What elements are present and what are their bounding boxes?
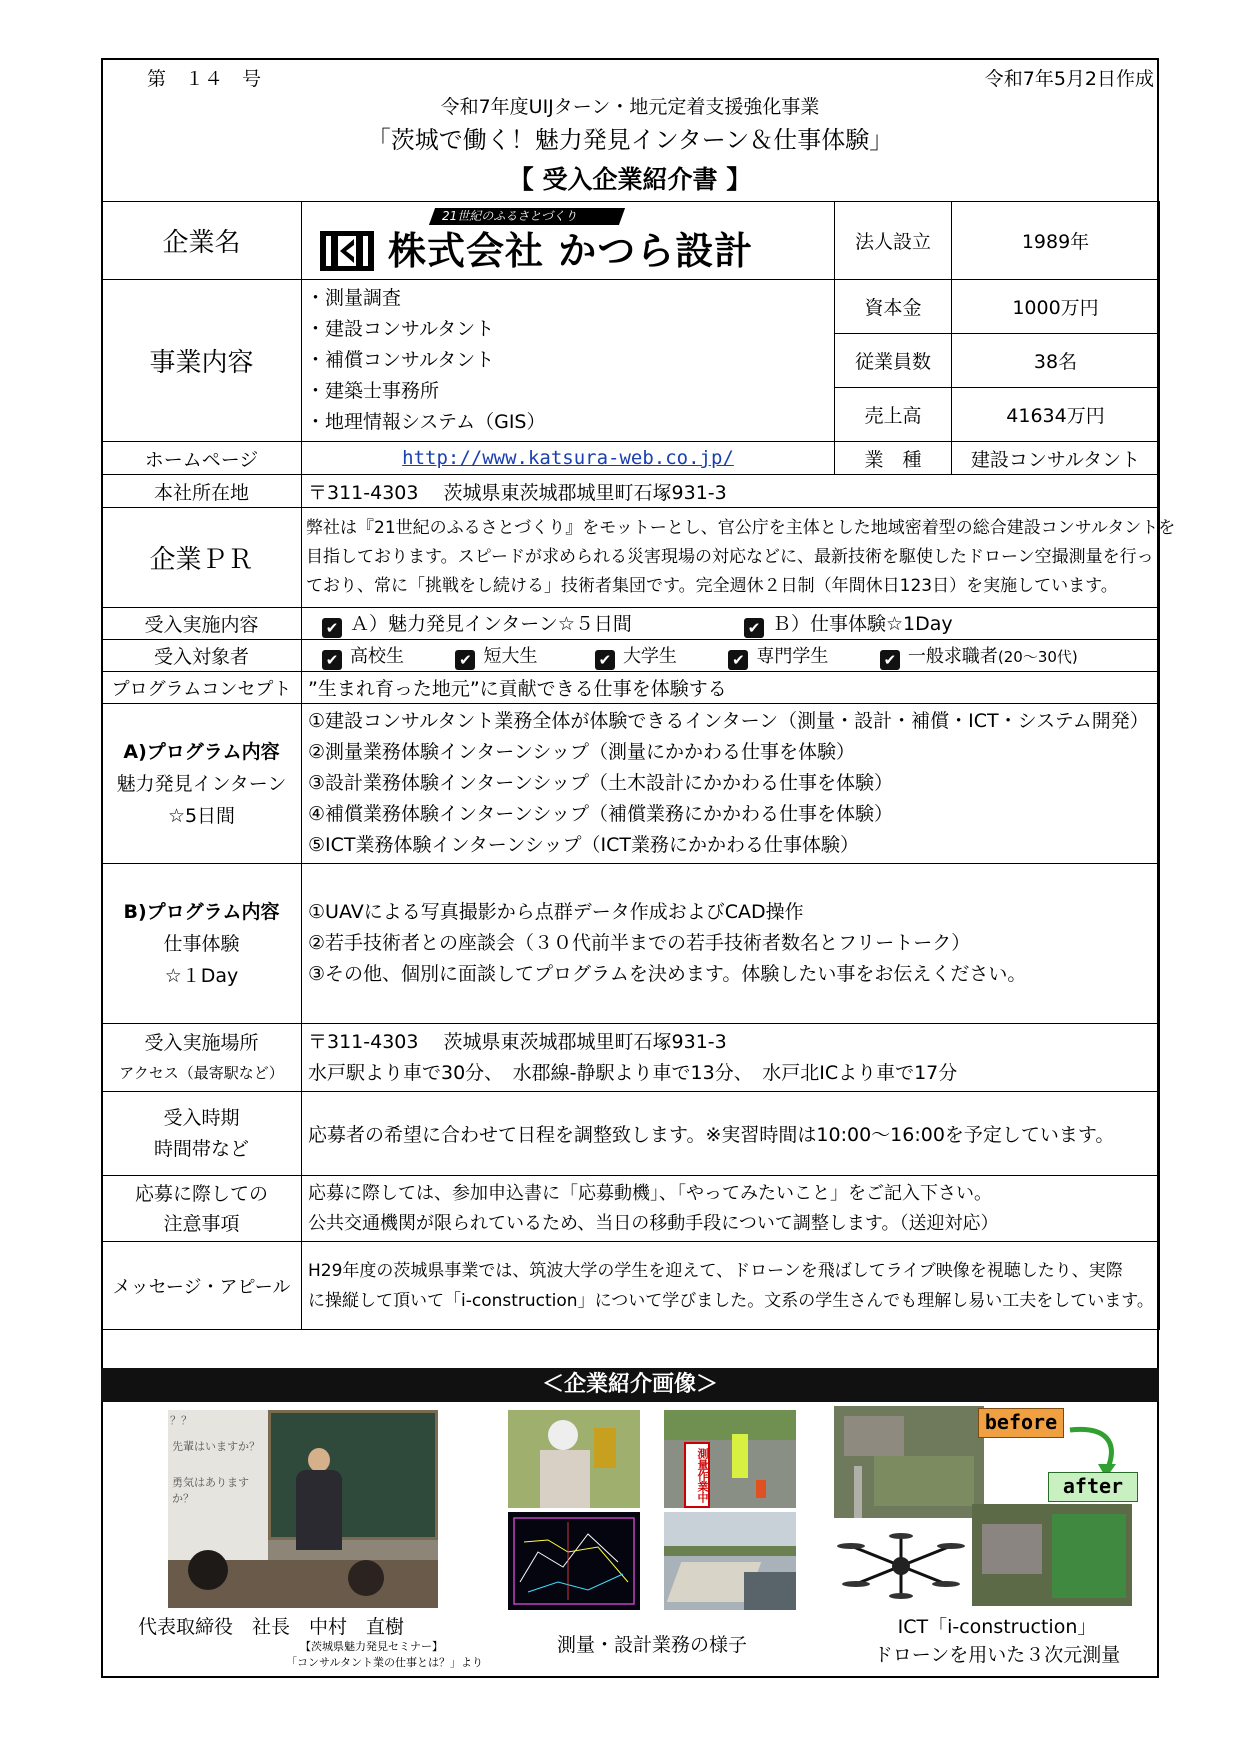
checkbox-checked-icon: ✔ bbox=[595, 650, 615, 670]
business-item: ・地理情報システム（GIS） bbox=[306, 411, 546, 433]
checkbox-checked-icon: ✔ bbox=[455, 650, 475, 670]
notes-label bbox=[102, 1176, 302, 1242]
checkbox-checked-icon: ✔ bbox=[322, 618, 342, 638]
program-a-item: ①建設コンサルタント業務全体が体験できるインターン（測量・設計・補償・ICT・システム開発） bbox=[308, 710, 1149, 732]
notes-label-line: 注意事項 bbox=[163, 1212, 240, 1235]
company-logo bbox=[302, 202, 835, 280]
concept-value: ”生まれ育った地元”に貢献できる仕事を体験する bbox=[302, 672, 1160, 704]
program-a-item: ③設計業務体験インターンシップ（土木設計にかかわる仕事を体験） bbox=[308, 772, 894, 794]
blackboard bbox=[268, 1410, 438, 1540]
target-options bbox=[302, 640, 1160, 672]
program-a-subtitle: 魅力発見インターン bbox=[116, 772, 287, 795]
place-values bbox=[302, 1024, 1160, 1092]
place-value: 〒311-4303 茨城県東茨城郡城里町石塚931-3 bbox=[308, 1030, 727, 1053]
document-title: 「茨城で働く！魅力発見インターン＆仕事体験」 bbox=[366, 126, 894, 154]
model-building bbox=[982, 1524, 1042, 1574]
time-label bbox=[102, 1092, 302, 1176]
notes-label-line: 応募に際しての bbox=[134, 1182, 268, 1205]
sports-field bbox=[1052, 1514, 1126, 1598]
message-label: メッセージ・アピール bbox=[102, 1242, 302, 1330]
time-value: 応募者の希望に合わせて日程を調整致します。※実習時間は10:00～16:00を予定しています。 bbox=[302, 1092, 1160, 1176]
program-b-subtitle: 仕事体験 bbox=[163, 932, 240, 955]
pr-text bbox=[302, 508, 1176, 608]
program-b-label bbox=[102, 864, 302, 1024]
place-label bbox=[102, 1024, 302, 1092]
aerial-building bbox=[844, 1416, 904, 1456]
program-b-item: ③その他、個別に面談してプログラムを決めます。体験したい事をお伝えください。 bbox=[308, 963, 1027, 985]
water bbox=[744, 1572, 796, 1610]
treeline bbox=[664, 1546, 796, 1556]
business-item: ・測量調査 bbox=[306, 287, 402, 309]
address-value: 〒311-4303 茨城県東茨城郡城里町石塚931-3 bbox=[302, 475, 1160, 508]
business-item: ・建築士事務所 bbox=[306, 380, 440, 402]
photo1-caption: 代表取締役 社長 中村 直樹 bbox=[138, 1616, 405, 1638]
created-date: 令和7年5月2日作成 bbox=[984, 68, 1154, 90]
audience-head bbox=[188, 1550, 228, 1590]
program-b-duration: ☆１Day bbox=[164, 964, 239, 987]
issue-number: 第 １４ 号 bbox=[147, 68, 262, 90]
target-option[interactable]: ✔ 一般求職者(20～30代) bbox=[880, 646, 1078, 667]
checkbox-checked-icon: ✔ bbox=[880, 650, 900, 670]
target-label: 受入対象者 bbox=[102, 640, 302, 672]
helmet bbox=[548, 1420, 578, 1450]
employees-value: 38名 bbox=[952, 334, 1160, 388]
business-list bbox=[302, 280, 835, 442]
program-a-item: ②測量業務体験インターンシップ（測量にかかわる仕事を体験） bbox=[308, 741, 856, 763]
curved-arrow-icon bbox=[1066, 1420, 1126, 1480]
program-a-item: ④補償業務体験インターンシップ（補償業務にかかわる仕事を体験） bbox=[308, 803, 894, 825]
content-label: 受入実施内容 bbox=[102, 608, 302, 640]
target-option[interactable]: ✔ 短大生 bbox=[455, 646, 537, 667]
road-work-photo bbox=[664, 1410, 796, 1508]
program-a-duration: ☆5日間 bbox=[167, 804, 236, 827]
capital-label: 資本金 bbox=[835, 280, 952, 334]
program-b-item: ①UAVによる写真撮影から点群データ作成およびCAD操作 bbox=[308, 901, 804, 923]
target-option[interactable]: ✔ 大学生 bbox=[595, 646, 677, 667]
notes-line: 公共交通機関が限られているため、当日の移動手段について調整します。（送迎対応） bbox=[308, 1212, 999, 1234]
program-a-label bbox=[102, 704, 302, 864]
content-option-a[interactable]: ✔ Ａ）魅力発見インターン☆５日間 bbox=[322, 613, 632, 635]
company-info-table bbox=[101, 201, 1176, 1330]
content-option-b[interactable]: ✔ Ｂ）仕事体験☆1Day bbox=[744, 613, 953, 635]
photo1-note1: 【茨城県魅力発見セミナー】 bbox=[300, 1640, 443, 1653]
speaker-head bbox=[308, 1448, 330, 1472]
traffic-cone bbox=[756, 1480, 766, 1498]
photo1-note2: 「コンサルタント業の仕事とは？」より bbox=[286, 1656, 484, 1669]
message-line: H29年度の茨城県事業では、筑波大学の学生を迎えて、ドローンを飛ばしてライブ映像を視聴したり、実際 bbox=[308, 1260, 1123, 1281]
message-line: に操縦して頂いて「i-construction」について学びました。文系の学生さんでも理解し易い工夫をしています。 bbox=[308, 1290, 1154, 1311]
program-b-title: B)プログラム内容 bbox=[123, 900, 280, 923]
photo3-caption-line1: ICT「i-construction」 bbox=[897, 1616, 1097, 1638]
content-options bbox=[302, 608, 1160, 640]
program-b-item: ②若手技術者との座談会（３０代前半までの若手技術者数名とフリートーク） bbox=[308, 932, 971, 954]
images-section-title: ＜企業紹介画像＞ bbox=[101, 1368, 1159, 1402]
surveyor-body bbox=[540, 1450, 590, 1508]
checkbox-checked-icon: ✔ bbox=[322, 650, 342, 670]
notes-text bbox=[302, 1176, 1160, 1242]
sales-label: 売上高 bbox=[835, 388, 952, 442]
address-label: 本社所在地 bbox=[102, 475, 302, 508]
before-badge: before bbox=[978, 1408, 1064, 1438]
target-option[interactable]: ✔ 高校生 bbox=[322, 646, 404, 667]
checkbox-checked-icon: ✔ bbox=[728, 650, 748, 670]
speaker-body bbox=[296, 1470, 342, 1550]
pr-line: 弊社は『21世紀のふるさとづくり』をモットーとし、官公庁を主体とした地域密着型の総合建設コンサルタントを bbox=[306, 518, 1176, 538]
logo-mark-icon bbox=[320, 231, 374, 271]
time-label-line: 受入時期 bbox=[163, 1106, 240, 1129]
program-a-title: A)プログラム内容 bbox=[123, 740, 280, 763]
after-3d-model-photo bbox=[972, 1504, 1132, 1606]
company-name-label: 企業名 bbox=[102, 202, 302, 280]
message-text bbox=[302, 1242, 1160, 1330]
total-station bbox=[594, 1428, 616, 1468]
business-label: 事業内容 bbox=[102, 280, 302, 442]
pr-line: 目指しております。スピードが求められる災害現場の対応などに、最新技術を駆使したドローン空撮測量を行っ bbox=[306, 547, 1154, 567]
place-label-main: 受入実施場所 bbox=[144, 1031, 259, 1054]
after-badge: after bbox=[1048, 1472, 1138, 1502]
audience-head bbox=[348, 1560, 384, 1596]
sales-value: 41634万円 bbox=[952, 388, 1160, 442]
business-item: ・建設コンサルタント bbox=[306, 318, 495, 340]
concept-label: プログラムコンセプト bbox=[102, 672, 302, 704]
target-option[interactable]: ✔ 専門学生 bbox=[728, 646, 828, 667]
aerial-field bbox=[874, 1456, 974, 1506]
program-b-items bbox=[302, 864, 1160, 1024]
logo-tagline: 21世紀のふるさとづくり bbox=[442, 209, 578, 223]
aerial-road bbox=[854, 1466, 862, 1518]
projection-screen: ？？ 先輩はいますか？ 勇気はありますか？ bbox=[168, 1410, 268, 1560]
drone-icon bbox=[836, 1526, 966, 1606]
river-embankment-photo bbox=[664, 1512, 796, 1610]
photo3-caption-line2: ドローンを用いた３次元測量 bbox=[873, 1644, 1121, 1666]
employees-label: 従業員数 bbox=[835, 334, 952, 388]
logo-company-name: 株式会社 かつら設計 bbox=[388, 229, 754, 273]
cad-drawing-photo bbox=[508, 1512, 640, 1610]
survey-sign: 測量作業中 bbox=[684, 1442, 710, 1508]
access-value: 水戸駅より車で30分、 水郡線-静駅より車で13分、 水戸北ICより車で17分 bbox=[308, 1061, 958, 1084]
homepage-label: ホームページ bbox=[102, 442, 302, 475]
trees bbox=[664, 1410, 796, 1440]
time-label-line: 時間帯など bbox=[153, 1137, 249, 1160]
industry-label: 業 種 bbox=[835, 442, 952, 475]
access-label: アクセス（最寄駅など） bbox=[119, 1063, 284, 1082]
program-a-items bbox=[302, 704, 1160, 864]
pr-line: ており、常に「挑戦をし続ける」技術者集団です。完全週休２日制（年間休日123日）を実施しています。 bbox=[306, 576, 1118, 596]
capital-value: 1000万円 bbox=[952, 280, 1160, 334]
notes-line: 応募に際しては、参加申込書に「応募動機」、「やってみたいこと」をご記入下さい。 bbox=[308, 1182, 992, 1204]
industry-value: 建設コンサルタント bbox=[952, 442, 1160, 475]
surveying-photo bbox=[508, 1410, 640, 1508]
program-a-item: ⑤ICT業務体験インターンシップ（ICT業務にかかわる仕事体験） bbox=[308, 834, 859, 856]
seminar-photo bbox=[168, 1410, 438, 1608]
established-value: 1989年 bbox=[952, 202, 1160, 280]
homepage-link[interactable]: http://www.katsura-web.co.jp/ bbox=[402, 447, 734, 469]
document-type: 【 受入企業紹介書 】 bbox=[508, 165, 752, 194]
photo2-caption: 測量・設計業務の様子 bbox=[556, 1634, 747, 1656]
checkbox-checked-icon: ✔ bbox=[744, 618, 764, 638]
pr-label: 企業ＰＲ bbox=[102, 508, 302, 608]
business-item: ・補償コンサルタント bbox=[306, 349, 495, 371]
sky bbox=[664, 1512, 796, 1546]
before-aerial-photo bbox=[834, 1406, 984, 1518]
worker-vest bbox=[732, 1434, 748, 1478]
established-label: 法人設立 bbox=[835, 202, 952, 280]
program-line: 令和7年度UIJターン・地元定着支援強化事業 bbox=[440, 96, 820, 118]
